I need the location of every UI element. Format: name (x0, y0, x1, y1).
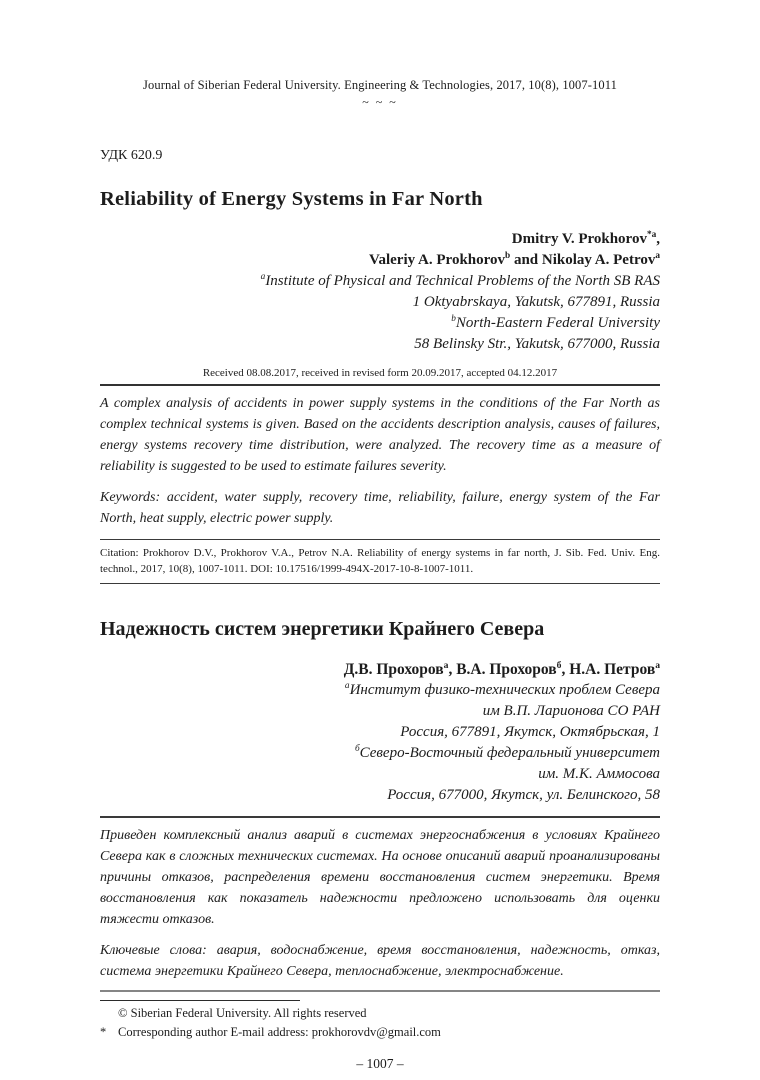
affiliation-line: им. М.К. Аммосова (538, 766, 660, 782)
author-sup: а (443, 659, 449, 671)
affiliation-en (100, 271, 660, 355)
citation: Citation: Prokhorov D.V., Prokhorov V.A., Petrov N.A. Reliability of energy systems in far north, J. Sib. Fed. Univ. Eng. technol., 2017, 10(8), 1007-1011. DOI: 10.17516/1999-494X-2017-10-8-1007-1011. (100, 540, 660, 584)
author-sup: a (655, 251, 660, 261)
affiliation-line: $^б$Северо-Восточный федеральный университет (354, 744, 660, 761)
keywords-en: Keywords: accident, water supply, recovery time, reliability, failure, energy system of the Far North, heat supply, electric power supply. (100, 490, 660, 526)
author-line-en-1: Dmitry V. Prokhorov$^{*a}$, (511, 230, 660, 247)
page-number: – 1007 – (356, 1056, 404, 1071)
author-sup: b (505, 251, 511, 261)
footnote-rule (100, 1000, 300, 1001)
footnotes (100, 1004, 660, 1042)
divider-rule (100, 384, 660, 386)
affiliation-ru (100, 680, 660, 806)
corresponding-author-text: Corresponding author E-mail address: prokhorovdv@gmail.com (118, 1025, 441, 1039)
article-title-en: Reliability of Energy Systems in Far North (100, 188, 483, 210)
author-line-en-2: Valeriy A. Prokhorov$^b$ and Nikolay A. Petrov$^a$ (369, 251, 660, 268)
affiliation-line: $^а$Институт физико-технических проблем Севера (344, 681, 660, 698)
divider-rule (100, 990, 660, 993)
author-sup: *a (646, 230, 657, 240)
affiliation-line: Россия, 677000, Якутск, ул. Белинского, 58 (387, 787, 660, 803)
asterisk-mark: * (100, 1025, 107, 1039)
affiliation-line: $^b$North-Eastern Federal University (451, 314, 660, 331)
corresponding-author-note (100, 1023, 660, 1042)
ornament-separator: ~ ~ ~ (362, 95, 398, 109)
author-sup: б (556, 659, 562, 671)
article-title-ru: Надежность систем энергетики Крайнего Севера (100, 618, 545, 640)
received-line: Received 08.08.2017, received in revised form 20.09.2017, accepted 04.12.2017 (202, 367, 558, 379)
copyright-note: © Siberian Federal University. All rights reserved (118, 1006, 367, 1020)
udc-code: УДК 620.9 (100, 148, 163, 163)
page-content (100, 78, 660, 1072)
journal-header: Journal of Siberian Federal University. Engineering & Technologies, 2017, 10(8), 1007-1011 (143, 78, 617, 92)
affiliation-line: им В.П. Ларионова СО РАН (482, 703, 660, 719)
affiliation-line: $^a$Institute of Physical and Technical Problems of the North SB RAS (260, 272, 660, 289)
author-sup: а (655, 659, 660, 671)
abstract-en: A complex analysis of accidents in power supply systems in the conditions of the Far North as complex technical systems is given. Based on the accidents description analysis, causes of failures, energy systems recovery time distribution, were analyzed. The recovery time as a measure of reliability is suggested to be used to estimate failures severity. (100, 396, 660, 474)
divider-rule (100, 816, 660, 818)
authors-en (100, 229, 660, 271)
abstract-ru: Приведен комплексный анализ аварий в системах энергоснабжения в условиях Крайнего Севера как в сложных технических системах. На основе описаний аварий проанализированы причины отказов, распределения времени восстановления систем энергетики. Время восстановления как показатель надежности предложено использовать для оценки тяжести отказов. (100, 827, 660, 927)
affiliation-line: Россия, 677891, Якутск, Октябрьская, 1 (400, 724, 660, 740)
keywords-ru: Ключевые слова: авария, водоснабжение, время восстановления, надежность, отказ, система энергетики Крайнего Севера, теплоснабжение, электроснабжение. (100, 942, 660, 979)
affiliation-line: 1 Oktyabrskaya, Yakutsk, 677891, Russia (412, 294, 660, 310)
authors-ru: Д.В. Прохоров$^а$, В.А. Прохоров$^б$, Н.А. Петров$^а$ (343, 659, 660, 678)
affiliation-line: 58 Belinsky Str., Yakutsk, 677000, Russia (414, 336, 660, 352)
